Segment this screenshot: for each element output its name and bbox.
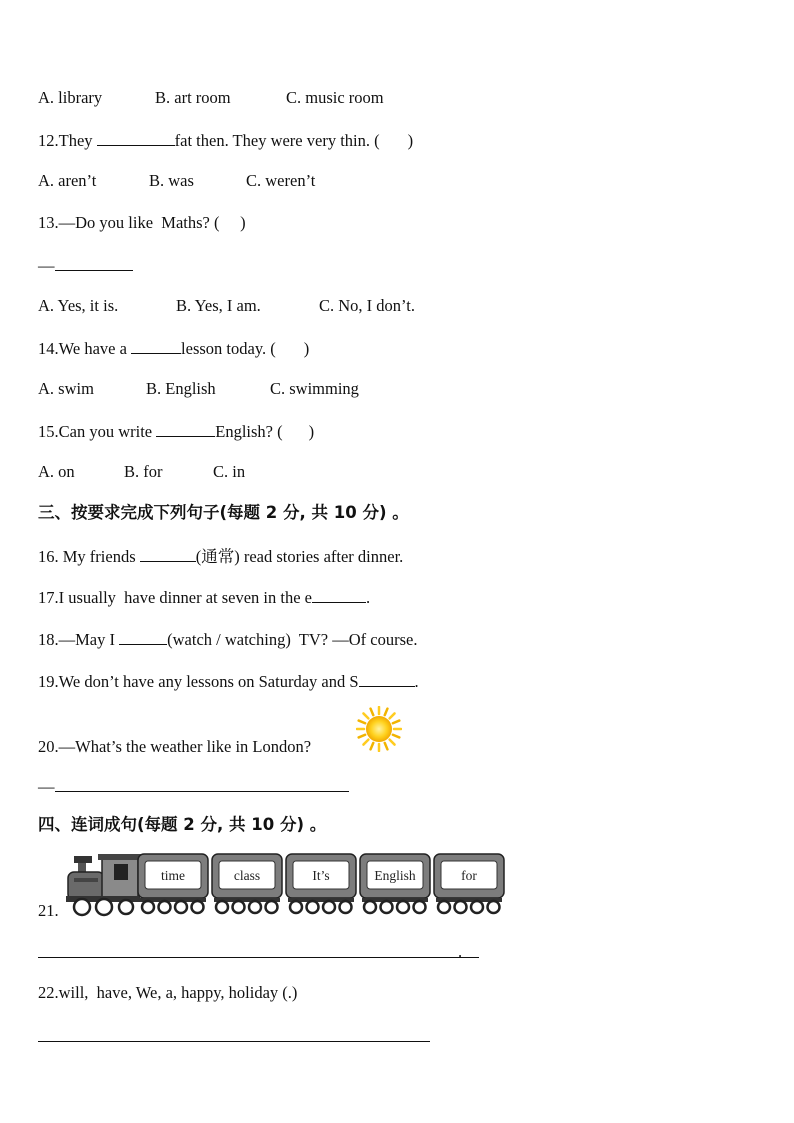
question-17 <box>38 587 370 608</box>
sun-icon <box>356 706 402 752</box>
q12-option-a: A. aren’t <box>38 171 97 190</box>
q21-answer-line[interactable] <box>38 957 479 958</box>
q20-answer-line <box>38 776 349 797</box>
train-word-3: It’s <box>312 868 330 883</box>
q11-option-b: B. art room <box>155 88 231 107</box>
question-text: 17.I usually have dinner at seven in the e <box>38 588 312 607</box>
question-22: 22.will, have, We, a, happy, holiday (.) <box>38 983 298 1002</box>
q11-option-a: A. library <box>38 88 103 107</box>
train-car-5 <box>434 854 504 913</box>
q15-option-c: C. in <box>213 462 246 481</box>
bracket-close: ) <box>407 131 414 150</box>
q14-option-c: C. swimming <box>270 379 359 398</box>
question-12 <box>38 130 413 151</box>
section-3-heading: 三、按要求完成下列句子(每题 2 分, 共 10 分) 。 <box>38 503 409 522</box>
question-text: . <box>414 672 419 691</box>
q22-answer-line[interactable] <box>38 1041 430 1042</box>
answer-blank[interactable] <box>97 130 175 146</box>
question-text: 19.We don’t have any lessons on Saturday and S <box>38 672 359 691</box>
question-text: Can you write <box>58 422 157 441</box>
question-text: They <box>58 131 97 150</box>
train-car-2 <box>212 854 282 913</box>
train-car-1 <box>138 854 208 913</box>
answer-blank[interactable] <box>131 338 181 354</box>
q14-option-b: B. English <box>146 379 216 398</box>
q13-option-b: B. Yes, I am. <box>176 296 261 315</box>
answer-blank[interactable] <box>119 629 167 645</box>
section-4-heading: 四、连词成句(每题 2 分, 共 10 分) 。 <box>38 815 327 834</box>
q15-option-b: B. for <box>124 462 163 481</box>
question-19 <box>38 671 419 692</box>
bracket-close: ) <box>308 422 315 441</box>
question-18 <box>38 629 417 650</box>
train-word-2: class <box>233 868 261 883</box>
q12-option-b: B. was <box>149 171 194 190</box>
answer-blank[interactable] <box>312 587 366 603</box>
question-text: 16. My friends <box>38 547 140 566</box>
answer-blank[interactable] <box>55 255 133 271</box>
answer-blank[interactable] <box>55 776 349 792</box>
q12-option-c: C. weren’t <box>246 171 316 190</box>
question-text: fat then. They were very thin. ( <box>174 131 380 150</box>
train-car-4 <box>360 854 430 913</box>
question-text: We have a <box>58 339 132 358</box>
question-15 <box>38 421 314 442</box>
train-word-5: for <box>461 868 477 883</box>
q13-option-c: C. No, I don’t. <box>319 296 415 315</box>
question-text: (通常) read stories after dinner. <box>195 547 404 566</box>
question-20: 20.—What’s the weather like in London? <box>38 737 312 756</box>
dash: — <box>38 256 55 275</box>
word-train-picture <box>64 852 510 918</box>
train-car-3 <box>286 854 356 913</box>
answer-blank[interactable] <box>156 421 215 437</box>
locomotive-icon <box>66 854 142 915</box>
question-text: English? ( <box>215 422 283 441</box>
q13-option-a: A. Yes, it is. <box>38 296 119 315</box>
question-13: 13.—Do you like Maths? ( ) <box>38 213 246 232</box>
question-text: (watch / watching) TV? —Of course. <box>167 630 418 649</box>
q11-option-c: C. music room <box>286 88 384 107</box>
bracket-close: ) <box>303 339 310 358</box>
question-text: 18.—May I <box>38 630 120 649</box>
question-text: . <box>366 588 371 607</box>
question-14 <box>38 338 309 359</box>
answer-blank[interactable] <box>359 671 415 687</box>
q21-end-period: . <box>458 942 463 961</box>
q15-option-a: A. on <box>38 462 75 481</box>
train-word-1: time <box>161 868 185 883</box>
question-number: 14. <box>38 339 59 358</box>
train-word-4: English <box>374 868 416 883</box>
dash: — <box>38 777 55 796</box>
question-16 <box>38 546 403 567</box>
question-number: 15. <box>38 422 59 441</box>
answer-blank[interactable] <box>140 546 196 562</box>
q14-option-a: A. swim <box>38 379 94 398</box>
question-number: 12. <box>38 131 59 150</box>
question-text: lesson today. ( <box>181 339 276 358</box>
q13-answer-line <box>38 255 133 276</box>
question-21-number: 21. <box>38 901 59 920</box>
